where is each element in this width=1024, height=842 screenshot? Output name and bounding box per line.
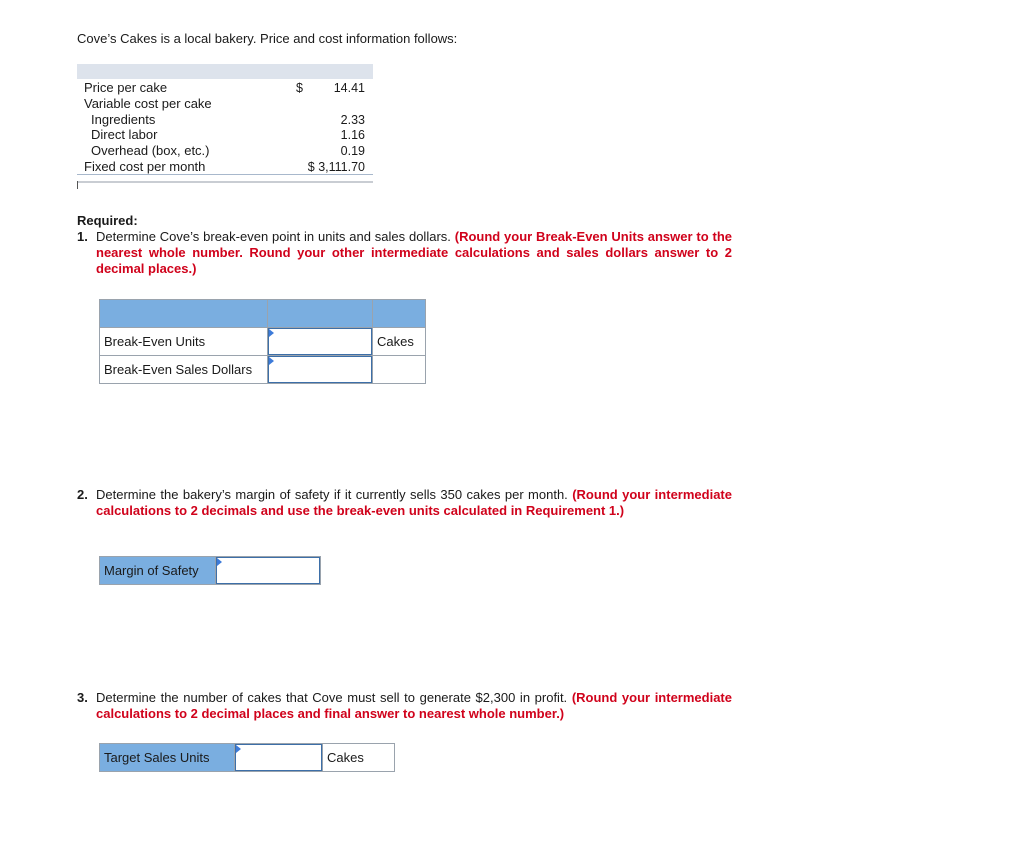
- info-value-fixed-cost: $ 3,111.70: [307, 160, 365, 174]
- q2-question: Determine the bakery’s margin of safety if it currently sells 350 cakes per month.: [96, 487, 568, 502]
- target-sales-units-input[interactable]: [234, 744, 322, 772]
- q1-unit-empty: [373, 356, 426, 384]
- q1-label-break-even-sales: Break-Even Sales Dollars: [100, 356, 268, 384]
- break-even-sales-input[interactable]: [268, 356, 373, 384]
- q1-header-cell-3: [373, 300, 426, 328]
- info-table-footer: [77, 181, 373, 183]
- q1-question: Determine Cove’s break-even point in units and sales dollars.: [96, 229, 451, 244]
- q1-label-break-even-units: Break-Even Units: [100, 328, 268, 356]
- q3-answer-table: [99, 743, 395, 772]
- info-value-ingredients: 2.33: [340, 113, 365, 127]
- required-heading: Required:: [77, 213, 138, 228]
- q1-text: [96, 229, 732, 277]
- info-value-overhead: 0.19: [340, 144, 365, 158]
- q2-label-margin-of-safety: Margin of Safety: [100, 557, 216, 585]
- q1-header-cell-2: [268, 300, 373, 328]
- q2-number: 2.: [77, 487, 88, 502]
- info-label-price: Price per cake: [84, 80, 168, 95]
- margin-of-safety-input[interactable]: [215, 557, 320, 585]
- info-label-variable-cost: Variable cost per cake: [84, 96, 212, 111]
- info-value-price: 14.41: [333, 81, 365, 95]
- info-currency-price: $: [296, 81, 303, 95]
- q3-number: 3.: [77, 690, 88, 705]
- info-value-direct-labor: 1.16: [340, 128, 365, 142]
- q2-text: [96, 487, 732, 519]
- info-label-direct-labor: Direct labor: [91, 127, 158, 142]
- q2-instruction: (Round your intermediate calculations to 2 decimals and use the break-even units calculated in Requirement 1.): [96, 487, 732, 518]
- info-label-fixed-cost: Fixed cost per month: [84, 159, 206, 174]
- q3-instruction: (Round your intermediate calculations to 2 decimal places and final answer to nearest whole number.): [96, 690, 732, 721]
- info-table-tick: [77, 181, 78, 189]
- intro-text: Cove’s Cakes is a local bakery. Price and cost information follows:: [77, 31, 458, 46]
- info-label-overhead: Overhead (box, etc.): [91, 143, 210, 158]
- info-label-ingredients: Ingredients: [91, 112, 156, 127]
- q3-label-target-sales-units: Target Sales Units: [100, 744, 235, 772]
- break-even-units-input[interactable]: [268, 328, 373, 356]
- q2-answer-table: [99, 556, 321, 585]
- q3-text: [96, 690, 732, 722]
- q1-instruction: (Round your Break-Even Units answer to the nearest whole number. Round your other intermediate calculations and sales dollars answer to 2 decimal places.): [96, 229, 732, 276]
- q1-answer-table: [99, 299, 426, 384]
- q1-unit-cakes: Cakes: [373, 328, 426, 356]
- q1-header-cell-1: [100, 300, 268, 328]
- info-table-divider: [77, 174, 373, 175]
- info-table-header: [77, 64, 373, 79]
- q1-number: 1.: [77, 229, 88, 244]
- q3-question: Determine the number of cakes that Cove must sell to generate $2,300 in profit.: [96, 690, 568, 705]
- q3-unit-cakes: Cakes: [323, 744, 395, 772]
